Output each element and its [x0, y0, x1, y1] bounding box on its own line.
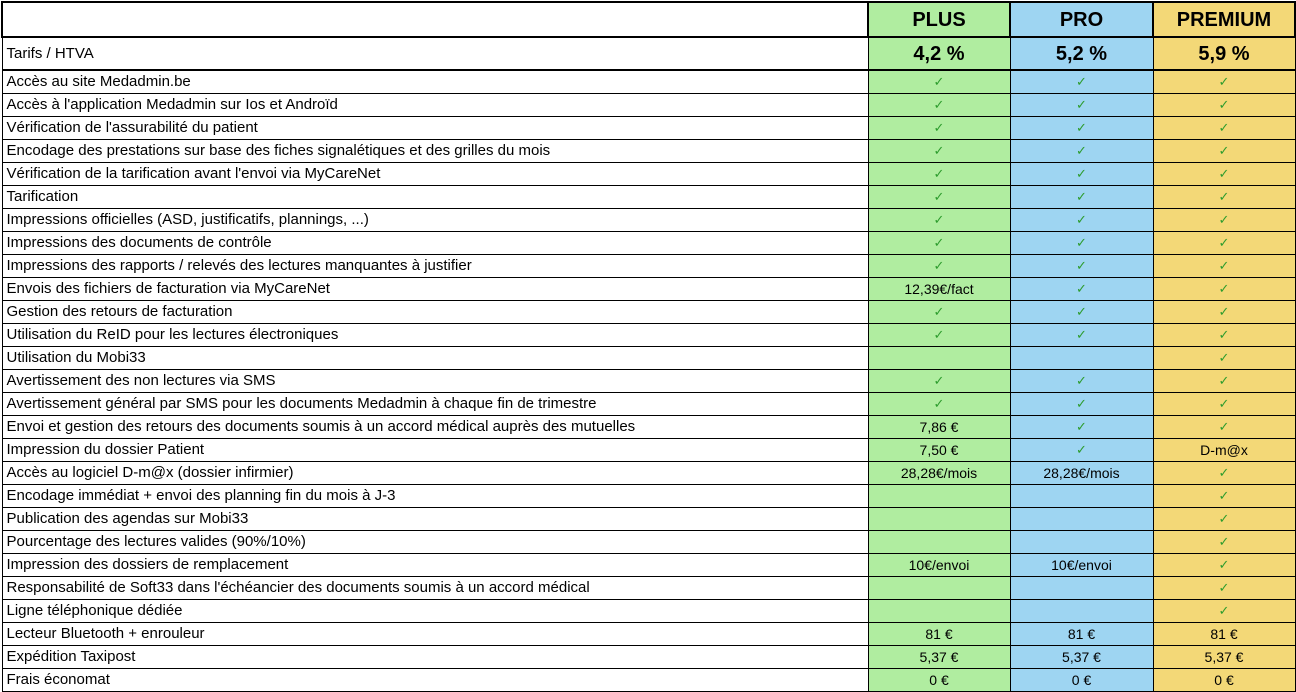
cell-premium: 5,37 €	[1153, 645, 1295, 668]
cell-pro: 5,37 €	[1010, 645, 1153, 668]
checkmark-icon: ✓	[1153, 576, 1295, 599]
cell-plus	[868, 484, 1010, 507]
checkmark-icon: ✓	[1153, 553, 1295, 576]
checkmark-icon: ✓	[868, 70, 1010, 93]
header-blank-cell	[2, 2, 868, 37]
feature-label: Impressions officielles (ASD, justificatifs, plannings, ...)	[2, 208, 868, 231]
feature-row	[2, 438, 1295, 461]
tariff-plus: 4,2 %	[868, 37, 1010, 70]
feature-label: Frais économat	[2, 668, 868, 691]
checkmark-icon: ✓	[1010, 415, 1153, 438]
feature-row	[2, 231, 1295, 254]
checkmark-icon: ✓	[868, 231, 1010, 254]
checkmark-icon: ✓	[1153, 369, 1295, 392]
checkmark-icon: ✓	[1010, 162, 1153, 185]
feature-label: Impressions des rapports / relevés des lectures manquantes à justifier	[2, 254, 868, 277]
checkmark-icon: ✓	[1153, 162, 1295, 185]
cell-pro	[1010, 484, 1153, 507]
cell-plus: 7,50 €	[868, 438, 1010, 461]
checkmark-icon: ✓	[1153, 300, 1295, 323]
feature-label: Envoi et gestion des retours des documents soumis à un accord médical auprès des mutuelles	[2, 415, 868, 438]
checkmark-icon: ✓	[1010, 231, 1153, 254]
checkmark-icon: ✓	[868, 300, 1010, 323]
feature-row	[2, 530, 1295, 553]
checkmark-icon: ✓	[868, 254, 1010, 277]
feature-label: Utilisation du ReID pour les lectures électroniques	[2, 323, 868, 346]
tariff-pro: 5,2 %	[1010, 37, 1153, 70]
feature-label: Avertissement des non lectures via SMS	[2, 369, 868, 392]
cell-plus	[868, 530, 1010, 553]
checkmark-icon: ✓	[868, 162, 1010, 185]
feature-row	[2, 346, 1295, 369]
checkmark-icon: ✓	[1153, 415, 1295, 438]
checkmark-icon: ✓	[1153, 185, 1295, 208]
feature-label: Vérification de l'assurabilité du patient	[2, 116, 868, 139]
feature-row	[2, 415, 1295, 438]
checkmark-icon: ✓	[868, 139, 1010, 162]
checkmark-icon: ✓	[1153, 70, 1295, 93]
plan-header-plus: PLUS	[868, 2, 1010, 37]
feature-label: Impressions des documents de contrôle	[2, 231, 868, 254]
cell-pro	[1010, 530, 1153, 553]
feature-row	[2, 461, 1295, 484]
feature-label: Lecteur Bluetooth + enrouleur	[2, 622, 868, 645]
checkmark-icon: ✓	[1153, 323, 1295, 346]
cell-premium: 0 €	[1153, 668, 1295, 691]
checkmark-icon: ✓	[1153, 599, 1295, 622]
feature-label: Vérification de la tarification avant l'envoi via MyCareNet	[2, 162, 868, 185]
feature-row	[2, 323, 1295, 346]
checkmark-icon: ✓	[1153, 484, 1295, 507]
feature-row	[2, 116, 1295, 139]
tariff-row	[2, 37, 1295, 70]
feature-label: Impression des dossiers de remplacement	[2, 553, 868, 576]
checkmark-icon: ✓	[1010, 369, 1153, 392]
feature-row	[2, 622, 1295, 645]
checkmark-icon: ✓	[868, 185, 1010, 208]
checkmark-icon: ✓	[868, 323, 1010, 346]
tariff-label: Tarifs / HTVA	[2, 37, 868, 70]
checkmark-icon: ✓	[1010, 392, 1153, 415]
checkmark-icon: ✓	[868, 392, 1010, 415]
checkmark-icon: ✓	[868, 93, 1010, 116]
feature-label: Avertissement général par SMS pour les documents Medadmin à chaque fin de trimestre	[2, 392, 868, 415]
checkmark-icon: ✓	[1153, 507, 1295, 530]
feature-label: Encodage immédiat + envoi des planning fin du mois à J-3	[2, 484, 868, 507]
checkmark-icon: ✓	[1010, 185, 1153, 208]
feature-label: Accès à l'application Medadmin sur Ios et Androïd	[2, 93, 868, 116]
cell-pro	[1010, 599, 1153, 622]
cell-plus: 28,28€/mois	[868, 461, 1010, 484]
cell-pro: 28,28€/mois	[1010, 461, 1153, 484]
cell-plus: 7,86 €	[868, 415, 1010, 438]
checkmark-icon: ✓	[1153, 231, 1295, 254]
feature-label: Utilisation du Mobi33	[2, 346, 868, 369]
checkmark-icon: ✓	[868, 208, 1010, 231]
cell-pro	[1010, 507, 1153, 530]
cell-pro: 10€/envoi	[1010, 553, 1153, 576]
feature-label: Encodage des prestations sur base des fiches signalétiques et des grilles du mois	[2, 139, 868, 162]
cell-pro	[1010, 576, 1153, 599]
feature-row	[2, 392, 1295, 415]
cell-plus: 10€/envoi	[868, 553, 1010, 576]
feature-label: Responsabilité de Soft33 dans l'échéancier des documents soumis à un accord médical	[2, 576, 868, 599]
cell-plus	[868, 576, 1010, 599]
feature-row	[2, 300, 1295, 323]
feature-row	[2, 484, 1295, 507]
pricing-table	[1, 1, 1296, 692]
checkmark-icon: ✓	[868, 369, 1010, 392]
cell-pro: 0 €	[1010, 668, 1153, 691]
feature-label: Gestion des retours de facturation	[2, 300, 868, 323]
checkmark-icon: ✓	[1010, 70, 1153, 93]
feature-label: Publication des agendas sur Mobi33	[2, 507, 868, 530]
feature-row	[2, 507, 1295, 530]
feature-row	[2, 277, 1295, 300]
checkmark-icon: ✓	[1153, 139, 1295, 162]
checkmark-icon: ✓	[1010, 254, 1153, 277]
cell-pro	[1010, 346, 1153, 369]
feature-row	[2, 599, 1295, 622]
checkmark-icon: ✓	[1153, 208, 1295, 231]
cell-plus	[868, 599, 1010, 622]
checkmark-icon: ✓	[1153, 530, 1295, 553]
cell-plus: 5,37 €	[868, 645, 1010, 668]
feature-row	[2, 162, 1295, 185]
feature-row	[2, 668, 1295, 691]
feature-label: Ligne téléphonique dédiée	[2, 599, 868, 622]
cell-pro: 81 €	[1010, 622, 1153, 645]
plan-header-pro: PRO	[1010, 2, 1153, 37]
checkmark-icon: ✓	[1010, 93, 1153, 116]
checkmark-icon: ✓	[1010, 139, 1153, 162]
feature-row	[2, 553, 1295, 576]
feature-row	[2, 70, 1295, 93]
plan-header-row	[2, 2, 1295, 37]
feature-row	[2, 576, 1295, 599]
feature-label: Expédition Taxipost	[2, 645, 868, 668]
feature-label: Impression du dossier Patient	[2, 438, 868, 461]
cell-plus: 81 €	[868, 622, 1010, 645]
checkmark-icon: ✓	[1153, 346, 1295, 369]
tariff-premium: 5,9 %	[1153, 37, 1295, 70]
feature-row	[2, 645, 1295, 668]
checkmark-icon: ✓	[1153, 461, 1295, 484]
checkmark-icon: ✓	[1153, 392, 1295, 415]
checkmark-icon: ✓	[1010, 300, 1153, 323]
feature-label: Envois des fichiers de facturation via MyCareNet	[2, 277, 868, 300]
cell-plus: 0 €	[868, 668, 1010, 691]
cell-plus: 12,39€/fact	[868, 277, 1010, 300]
checkmark-icon: ✓	[1010, 277, 1153, 300]
plan-header-premium: PREMIUM	[1153, 2, 1295, 37]
feature-row	[2, 369, 1295, 392]
checkmark-icon: ✓	[1010, 116, 1153, 139]
feature-label: Accès au logiciel D-m@x (dossier infirmier)	[2, 461, 868, 484]
checkmark-icon: ✓	[868, 116, 1010, 139]
cell-premium: 81 €	[1153, 622, 1295, 645]
feature-row	[2, 139, 1295, 162]
feature-row	[2, 93, 1295, 116]
feature-label: Tarification	[2, 185, 868, 208]
checkmark-icon: ✓	[1010, 438, 1153, 461]
checkmark-icon: ✓	[1153, 93, 1295, 116]
cell-premium: D-m@x	[1153, 438, 1295, 461]
feature-row	[2, 254, 1295, 277]
checkmark-icon: ✓	[1153, 254, 1295, 277]
checkmark-icon: ✓	[1010, 323, 1153, 346]
cell-plus	[868, 507, 1010, 530]
checkmark-icon: ✓	[1153, 277, 1295, 300]
feature-label: Accès au site Medadmin.be	[2, 70, 868, 93]
checkmark-icon: ✓	[1010, 208, 1153, 231]
cell-plus	[868, 346, 1010, 369]
checkmark-icon: ✓	[1153, 116, 1295, 139]
feature-row	[2, 208, 1295, 231]
feature-row	[2, 185, 1295, 208]
feature-label: Pourcentage des lectures valides (90%/10%)	[2, 530, 868, 553]
